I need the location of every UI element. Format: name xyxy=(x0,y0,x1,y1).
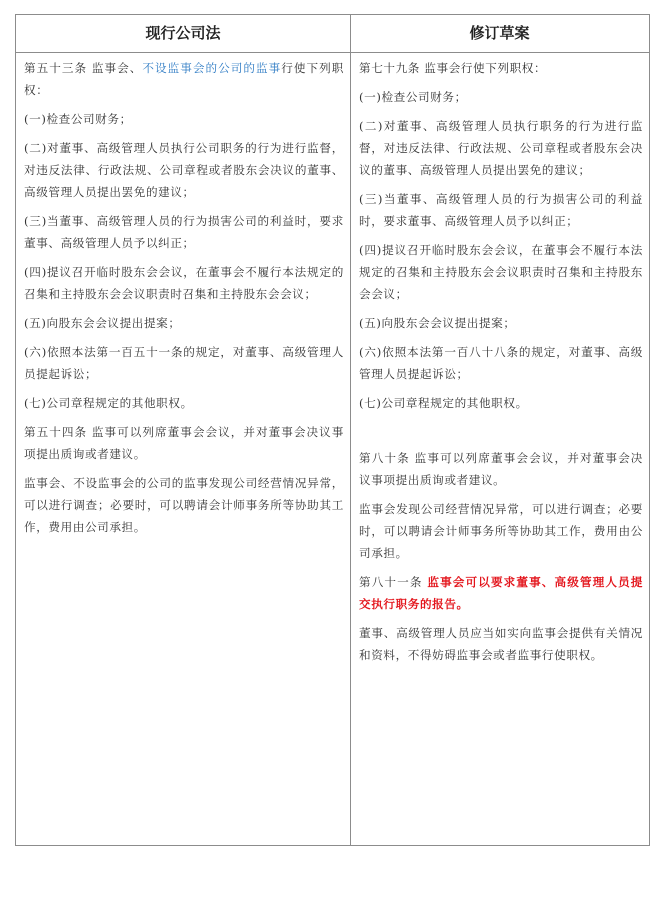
article-79-heading: 第七十九条 监事会行使下列职权： xyxy=(359,61,547,75)
left-item-6: (六)依照本法第一百五十一条的规定，对董事、高级管理人员提起诉讼； xyxy=(24,345,344,381)
revision-draft-column xyxy=(351,53,649,673)
article-80-paragraph-2: 监事会发现公司经营情况异常，可以进行调查；必要时，可以聘请会计师事务所等协助其工作，费用由公司承担。 xyxy=(359,502,643,560)
table-header xyxy=(16,15,649,53)
right-item-5: (五)向股东会会议提出提案； xyxy=(359,316,516,330)
article-53-heading xyxy=(24,57,344,101)
article-53-prefix: 第五十三条 监事会、 xyxy=(24,61,143,75)
article-81-highlight: 监事会可以要求董事、高级管理人员提交执行职务的报告。 xyxy=(359,575,643,611)
right-item-6: (六)依照本法第一百八十八条的规定，对董事、高级管理人员提起诉讼； xyxy=(359,345,643,381)
header-current-law: 现行公司法 xyxy=(145,24,221,42)
comparison-table xyxy=(15,14,650,846)
left-item-4: (四)提议召开临时股东会会议，在董事会不履行本法规定的召集和主持股东会会议职责时召集和主持股东会会议； xyxy=(24,265,344,301)
article-81 xyxy=(359,571,643,615)
article-54-paragraph-2: 监事会、不设监事会的公司的监事发现公司经营情况异常，可以进行调查；必要时，可以聘请会计师事务所等协助其工作，费用由公司承担。 xyxy=(24,476,344,534)
article-53-suffix: 行使下列职权： xyxy=(24,61,344,97)
article-81-paragraph-2: 董事、高级管理人员应当如实向监事会提供有关情况和资料，不得妨碍监事会或者监事行使职权。 xyxy=(359,626,643,662)
left-item-3: (三)当董事、高级管理人员的行为损害公司的利益时，要求董事、高级管理人员予以纠正； xyxy=(24,214,344,250)
left-item-7: (七)公司章程规定的其他职权。 xyxy=(24,396,193,410)
article-53-highlight: 不设监事会的公司的监事 xyxy=(142,61,282,75)
left-item-2: (二)对董事、高级管理人员执行公司职务的行为进行监督，对违反法律、行政法规、公司章程或者股东会决议的董事、高级管理人员提出罢免的建议； xyxy=(24,141,344,199)
article-81-prefix: 第八十一条 xyxy=(359,575,428,589)
article-54: 第五十四条 监事可以列席董事会会议，并对董事会决议事项提出质询或者建议。 xyxy=(24,425,344,461)
right-item-4: (四)提议召开临时股东会会议，在董事会不履行本法规定的召集和主持股东会会议职责时召集和主持股东会会议； xyxy=(359,243,643,301)
article-80: 第八十条 监事可以列席董事会会议，并对董事会决议事项提出质询或者建议。 xyxy=(359,451,643,487)
right-item-2: (二)对董事、高级管理人员执行职务的行为进行监督，对违反法律、行政法规、公司章程或者股东会决议的董事、高级管理人员提出罢免的建议； xyxy=(359,119,643,177)
right-item-1: (一)检查公司财务； xyxy=(359,90,467,104)
spacer xyxy=(359,421,643,447)
left-item-5: (五)向股东会会议提出提案； xyxy=(24,316,181,330)
left-item-1: (一)检查公司财务； xyxy=(24,112,132,126)
header-revision-draft: 修订草案 xyxy=(469,24,530,42)
current-law-column xyxy=(16,53,350,545)
right-item-7: (七)公司章程规定的其他职权。 xyxy=(359,396,528,410)
right-item-3: (三)当董事、高级管理人员的行为损害公司的利益时，要求董事、高级管理人员予以纠正； xyxy=(359,192,643,228)
